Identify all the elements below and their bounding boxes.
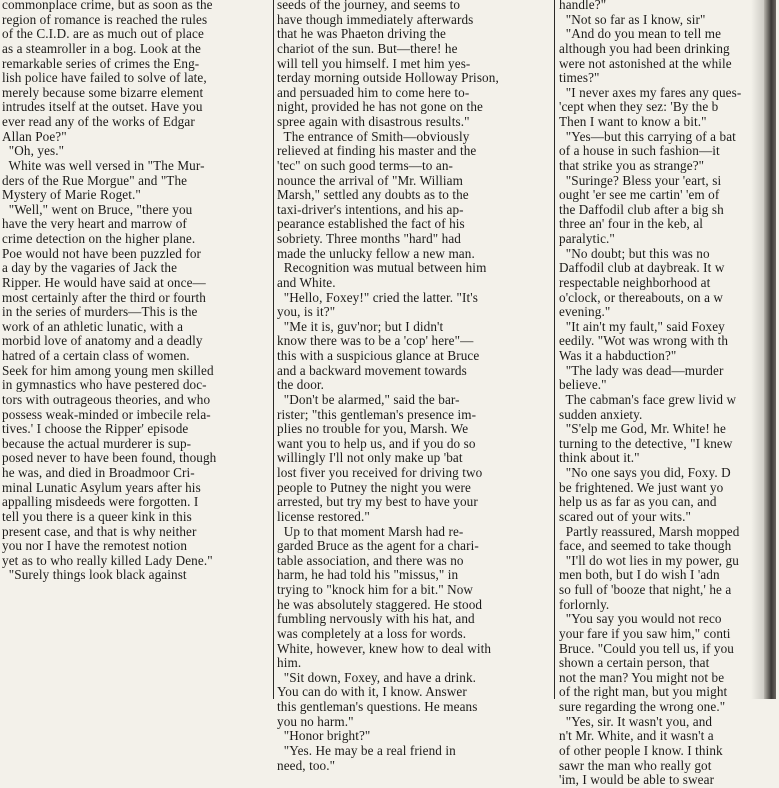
text-line: appalling misdeeds were forgotten. I xyxy=(2,494,199,510)
text-line: "It ain't my fault," said Foxey xyxy=(559,318,725,334)
text-line: seeds of the journey, and seems to xyxy=(277,0,461,12)
text-line: handle?" xyxy=(559,0,607,12)
text-line: region of romance is reached the rules xyxy=(2,11,208,27)
text-line: tors with outrageous theories, and who xyxy=(2,391,211,407)
text-line: "Don't be alarmed," said the bar- xyxy=(277,391,460,407)
text-line: 'tec" on such good terms—to an- xyxy=(277,157,454,173)
text-line: a day by the vagaries of Jack the xyxy=(2,260,178,276)
text-line: minal Lunatic Asylum years after his xyxy=(2,479,201,495)
text-line: tell you there is a queer kink in this xyxy=(2,508,192,524)
text-line: were not astonished at the while xyxy=(559,55,732,71)
text-line: scared out of your wits." xyxy=(559,508,692,524)
text-line: "Yes. He may be a real friend in xyxy=(277,742,456,758)
text-line: yet as to who really killed Lady Dene." xyxy=(2,552,213,568)
text-line: 'cept when they sez: 'By the b xyxy=(559,99,719,115)
text-line: was completely at a loss for words. xyxy=(277,625,467,641)
text-line: you nor I have the remotest notion xyxy=(2,538,188,554)
text-line: think about it." xyxy=(559,450,640,466)
text-line: 'im, I would be able to swear xyxy=(559,772,715,788)
text-line: arrested, but try my best to have your xyxy=(277,494,478,510)
text-line: merely because some bizarre element xyxy=(2,84,204,100)
text-line: intrudes itself at the outset. Have you xyxy=(2,99,203,115)
text-line: in gymnastics who have pestered doc- xyxy=(2,377,207,393)
text-line: paralytic." xyxy=(559,231,615,246)
text-line: license restored." xyxy=(277,508,370,524)
text-line: "Yes, sir. It wasn't you, and xyxy=(559,713,713,729)
text-line: and White. xyxy=(277,274,336,290)
text-line: of other people I know. I think xyxy=(559,742,723,758)
text-line: present case, and that is why neither xyxy=(2,523,197,539)
text-line: terday morning outside Holloway Prison, xyxy=(277,70,499,86)
text-line: Up to that moment Marsh had re- xyxy=(277,523,464,539)
text-line: turning to the detective, "I knew xyxy=(559,435,733,451)
text-line: "Hello, Foxey!" cried the latter. "It's xyxy=(277,289,478,305)
text-line: o'clock, or thereabouts, on a w xyxy=(559,289,724,305)
text-line: taxi-driver's intentions, and his ap- xyxy=(277,201,464,217)
text-line: ever read any of the works of Edgar xyxy=(2,114,195,129)
text-line: Bruce. "Could you tell us, if you xyxy=(559,640,734,656)
text-line: be frightened. We just want yo xyxy=(559,479,724,495)
text-line: will tell you himself. I met him yes- xyxy=(277,55,471,71)
text-line: because the actual murderer is sup- xyxy=(2,435,192,451)
text-line: plies no trouble for you, Marsh. We xyxy=(277,421,469,437)
text-line: help us as far as you can, and xyxy=(559,494,717,510)
text-line: "The lady was dead—murder xyxy=(559,362,724,378)
text-line: "Oh, yes." xyxy=(2,143,65,159)
text-line: work of an athletic lunatic, with a xyxy=(2,318,184,334)
text-line: White, however, knew how to deal with xyxy=(277,640,492,656)
text-line: "Suringe? Bless your 'eart, si xyxy=(559,172,722,188)
text-line: so full of 'booze that night,' he a xyxy=(559,582,732,597)
text-line: "S'elp me God, Mr. White! he xyxy=(559,421,726,437)
text-line: sawr the man who really got xyxy=(559,757,712,773)
text-line: he was absolutely staggered. He stood xyxy=(277,596,483,612)
text-line: "Me it is, guv'nor; but I didn't xyxy=(277,318,444,334)
text-line: this gentleman's questions. He means xyxy=(277,699,478,714)
text-line: of the C.I.D. are as much out of place xyxy=(2,26,204,42)
text-line: that he was Phaeton driving the xyxy=(277,26,447,42)
text-line: Daffodil club at daybreak. It w xyxy=(559,260,725,276)
text-line: Was it a habduction?" xyxy=(559,348,677,363)
text-column-2 xyxy=(277,0,552,773)
text-line: lish police have failed to solve of late, xyxy=(2,70,207,86)
text-line: ought 'er see me cartin' 'em of xyxy=(559,187,720,203)
text-line: The entrance of Smith—obviously xyxy=(277,128,470,144)
text-line: sobriety. Three months "hard" had xyxy=(277,231,461,246)
text-line: people to Putney the night you were xyxy=(277,479,471,495)
text-line: fumbling nervously with his hat, and xyxy=(277,611,475,627)
text-line: "No one says you did, Foxy. D xyxy=(559,465,731,480)
text-line: respectable neighborhood at xyxy=(559,274,711,290)
text-line: chariot of the sun. But—there! he xyxy=(277,40,458,56)
text-line: "And do you mean to tell me xyxy=(559,26,722,42)
text-line: of the right man, but you might xyxy=(559,684,728,700)
text-line: pearance established the fact of his xyxy=(277,216,465,232)
text-line: Partly reassured, Marsh mopped xyxy=(559,523,740,539)
text-line: "No doubt; but this was no xyxy=(559,245,710,261)
text-line: Poe would not have been puzzled for xyxy=(2,245,202,261)
text-line: and persuaded him to come here to- xyxy=(277,84,470,100)
text-line: him. xyxy=(277,655,302,671)
text-line: The cabman's face grew livid w xyxy=(559,391,737,407)
text-line: You can do with it, I know. Answer xyxy=(277,684,467,700)
text-line: you no harm." xyxy=(277,713,354,729)
text-line: Ripper. He would have said at once— xyxy=(2,274,206,290)
text-line: "I never axes my fares any ques- xyxy=(559,84,742,100)
text-line: "Yes—but this carrying of a bat xyxy=(559,128,736,144)
text-line: sudden anxiety. xyxy=(559,406,643,422)
text-line: men both, but I do wish I 'adn xyxy=(559,567,720,583)
text-line: tives.' I choose the Ripper' episode xyxy=(2,421,189,437)
text-line: remarkable series of crimes the Eng- xyxy=(2,55,200,71)
column-rule xyxy=(273,0,274,699)
column-rule xyxy=(554,0,555,699)
text-line: want you to help us, and if you do so xyxy=(277,435,476,451)
text-line: forlornly. xyxy=(559,596,610,612)
text-line: face, and seemed to take though xyxy=(559,538,732,554)
text-line: and a backward movement towards xyxy=(277,362,467,378)
text-line: your fare if you saw him," conti xyxy=(559,625,731,641)
text-line: morbid love of anatomy and a deadly xyxy=(2,333,203,349)
text-line: rister; "this gentleman's presence im- xyxy=(277,406,477,422)
text-line: that strike you as strange?" xyxy=(559,157,705,173)
page-fold-shadow xyxy=(751,0,765,699)
text-line: nounce the arrival of "Mr. William xyxy=(277,172,463,188)
text-line: possess weak-minded or imbecile rela- xyxy=(2,406,211,422)
text-line: shown a certain person, that xyxy=(559,655,710,671)
text-line: "I'll do wot lies in my power, gu xyxy=(559,552,739,568)
text-line: eedily. "Wot was wrong with th xyxy=(559,333,729,349)
text-line: most certainly after the third or fourth xyxy=(2,289,206,305)
text-line: not the man? You might not be xyxy=(559,669,725,685)
text-line: night, provided he has not gone on the xyxy=(277,99,483,115)
page-edge xyxy=(764,0,776,699)
text-line: "Surely things look black against xyxy=(2,567,187,583)
text-line: Recognition was mutual between him xyxy=(277,260,487,276)
text-line: "Not so far as I know, sir" xyxy=(559,11,706,27)
text-line: harm, he had told his "missus," in xyxy=(277,567,459,583)
text-line: of a house in such fashion—it xyxy=(559,143,720,159)
text-line: "Honor bright?" xyxy=(277,728,371,744)
text-column-3 xyxy=(559,0,779,788)
text-line: table association, and there was no xyxy=(277,552,464,568)
text-line: crime detection on the higher plane. xyxy=(2,231,196,246)
text-line: "Sit down, Foxey, and have a drink. xyxy=(277,669,477,685)
text-line: garded Bruce as the agent for a chari- xyxy=(277,538,479,554)
text-line: White was well versed in "The Mur- xyxy=(2,157,205,173)
text-line: sure regarding the wrong one." xyxy=(559,699,726,714)
text-line: need, too." xyxy=(277,757,336,773)
text-line: the Daffodil club after a big sh xyxy=(559,201,724,217)
text-line: evening." xyxy=(559,304,611,320)
text-line: n't Mr. White, and it wasn't a xyxy=(559,728,714,744)
text-line: posed never to have been found, though xyxy=(2,450,217,466)
text-line: have the very heart and marrow of xyxy=(2,216,187,232)
text-line: this with a suspicious glance at Bruce xyxy=(277,348,480,363)
text-line: Then I want to know a bit." xyxy=(559,114,707,129)
text-line: as a steamroller in a bog. Look at the xyxy=(2,40,201,56)
text-line: you, is it?" xyxy=(277,304,336,320)
text-line: three an' four in the keb, al xyxy=(559,216,704,232)
text-line: times?" xyxy=(559,70,600,86)
text-line: lost fiver you received for driving two xyxy=(277,465,483,480)
text-line: know there was to be a 'cop' here"— xyxy=(277,333,474,349)
text-line: he was, and died in Broadmoor Cri- xyxy=(2,465,195,480)
text-line: relieved at finding his master and the xyxy=(277,143,477,159)
text-line: commonplace crime, but as soon as the xyxy=(2,0,213,12)
text-column-1 xyxy=(2,0,272,583)
text-line: ders of the Rue Morgue" and "The xyxy=(2,172,188,188)
text-line: Mystery of Marie Roget." xyxy=(2,187,141,203)
text-line: willingly I'll not only make up 'bat xyxy=(277,450,463,466)
text-line: hatred of a certain class of women. xyxy=(2,348,190,363)
text-line: trying to "knock him for a bit." Now xyxy=(277,582,474,597)
text-line: Allan Poe?" xyxy=(2,128,67,144)
text-line: in the series of murders—This is the xyxy=(2,304,198,320)
text-line: have though immediately afterwards xyxy=(277,11,474,27)
text-line: made the unlucky fellow a new man. xyxy=(277,245,475,261)
text-line: believe." xyxy=(559,377,607,393)
text-line: spree again with disastrous results." xyxy=(277,114,470,129)
text-line: Marsh," settled any doubts as to the xyxy=(277,187,469,203)
text-line: although you had been drinking xyxy=(559,40,730,56)
text-line: "You say you would not reco xyxy=(559,611,722,627)
text-line: "Well," went on Bruce, "there you xyxy=(2,201,193,217)
text-line: the door. xyxy=(277,377,325,393)
text-line: Seek for him among young men skilled xyxy=(2,362,214,378)
